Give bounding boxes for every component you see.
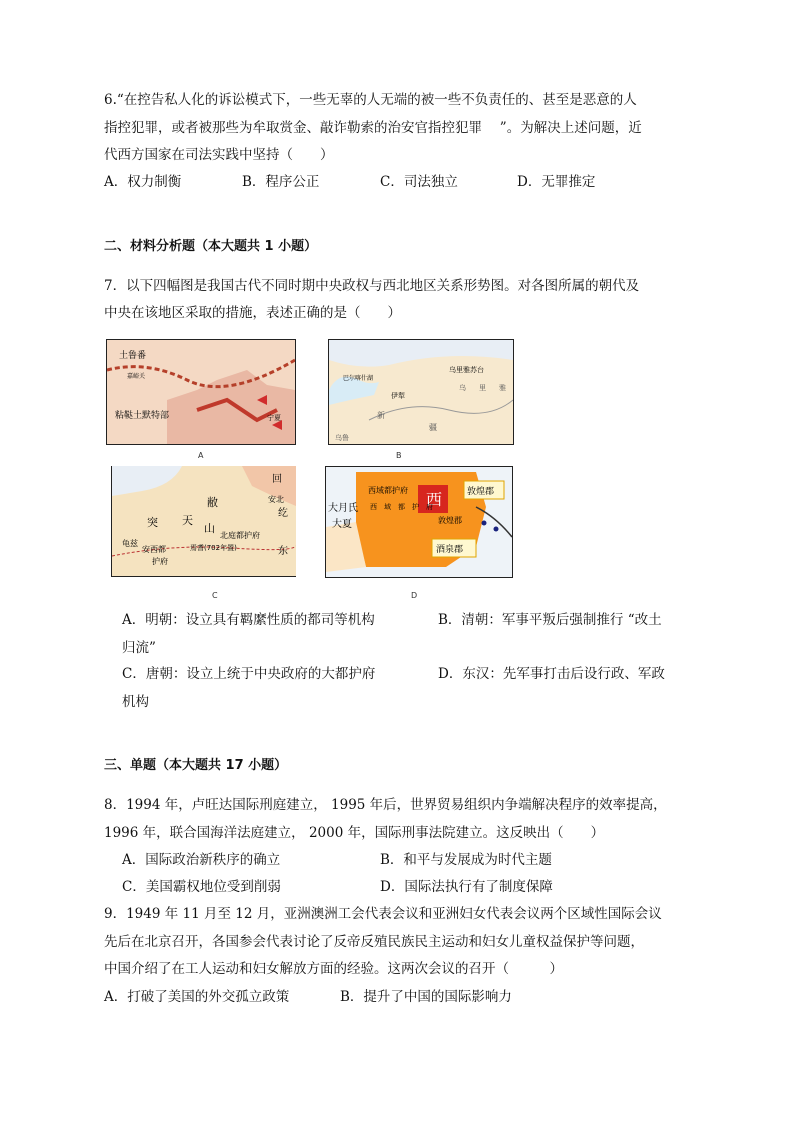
map-a-label-tulufan: 土鲁番 [119, 351, 147, 361]
q6-stem-line-3: 代西方国家在司法实践中坚持（ ） [104, 147, 334, 163]
q6-option-b[interactable]: B．程序公正 [242, 174, 320, 190]
map-b-label-lake: 巴尔喀什湖 [343, 375, 374, 382]
q6-option-d[interactable]: D．无罪推定 [517, 174, 596, 190]
map-c-label-he: 纥 [278, 508, 288, 519]
map-d-marker-2 [494, 527, 499, 532]
map-c-label-shan: 山 [204, 522, 215, 535]
map-a-label-jiayuguan: 嘉峪关 [127, 373, 146, 380]
q9-option-a[interactable]: A．打破了美国的外交孤立政策 [104, 989, 290, 1005]
q9-stem-line-3: 中国介绍了在工人运动和妇女解放方面的经验。这两次会议的召开（ ） [104, 961, 563, 977]
map-c-label-anbei: 安北 [268, 495, 284, 504]
q6-option-c[interactable]: C．司法独立 [380, 174, 458, 190]
q6-option-a[interactable]: A．权力制衡 [104, 174, 182, 190]
map-b-label-ili: 伊犁 [391, 392, 405, 400]
map-d-label-daxia: 大夏 [332, 519, 352, 530]
map-c-label-anxi: 安西都 [142, 545, 166, 554]
q8-option-b[interactable]: B．和平与发展成为时代主题 [380, 852, 552, 868]
map-d-marker-1 [482, 521, 487, 526]
q7-option-b-continued: 归流” [122, 640, 156, 656]
map-c-label-dong: 东 [278, 546, 288, 557]
map-c-label-yanqi: 焉耆(702年置) [190, 544, 237, 552]
q7-stem-line-1: 7．以下四幅图是我国古代不同时期中央政权与西北地区关系形势图。对各图所属的朝代及 [104, 278, 640, 294]
q9-option-b[interactable]: B．提升了中国的国际影响力 [340, 989, 512, 1005]
map-c-label-hufu: 护府 [152, 557, 168, 566]
map-d-label-xiyu: 西域都护府 [368, 486, 408, 495]
q6-stem-line-2: 指控犯罪，或者被那些为牟取赏金、敲诈勒索的治安官指控犯罪 ”。为解决上述问题，近 [104, 120, 642, 136]
q7-stem-line-2: 中央在该地区采取的措施，表述正确的是（ ） [104, 305, 401, 321]
map-c-label-jue: 敝 [207, 496, 218, 509]
map-d-callout-jiuquan: 酒泉郡 [436, 545, 464, 555]
q7-option-c[interactable]: C．唐朝：设立上统于中央政府的大都护府 [122, 666, 376, 682]
map-d-label-xi: 西 [426, 490, 443, 509]
map-c-label-qiuci: 龟兹 [122, 539, 138, 548]
map-b-caption: B [396, 451, 402, 460]
map-d [325, 466, 513, 578]
q8-option-a[interactable]: A．国际政治新秩序的确立 [122, 852, 281, 868]
map-b-label-xin: 新 [377, 411, 385, 420]
map-b-label-uliastai: 乌里雅苏台 [449, 366, 484, 374]
map-d-label-dunhuang: 敦煌郡 [438, 516, 462, 525]
q7-option-a[interactable]: A．明朝：设立具有羁縻性质的都司等机构 [122, 612, 375, 628]
q9-stem-line-1: 9．1949 年 11 月至 12 月，亚洲澳洲工会代表会议和亚洲妇女代表会议两个区域性国际会议 [104, 906, 662, 922]
map-d-label-xiyu-region: 西 域 都 护 府 [370, 503, 433, 511]
map-b-label-wulu: 乌鲁 [335, 434, 349, 442]
map-d-label-dayuezhi: 大月氏 [328, 503, 358, 514]
map-d-caption: D [411, 591, 418, 600]
map-d-callout-dunhuang: 敦煌郡 [467, 487, 495, 497]
map-b [328, 339, 514, 445]
map-c-caption: C [212, 591, 218, 600]
map-c-label-tu: 突 [147, 516, 158, 529]
q7-option-c-continued: 机构 [122, 694, 149, 710]
map-c-label-beiting: 北庭都护府 [220, 531, 260, 540]
q7-option-b[interactable]: B．清朝：军事平叛后强制推行 “改土 [438, 612, 662, 628]
map-c-label-hui: 回 [272, 474, 282, 485]
section-2-heading: 二、材料分析题（本大题共 1 小题） [104, 239, 318, 254]
map-b-label-ya: 雅 [499, 384, 506, 392]
q7-option-d[interactable]: D．东汉：先军事打击后设行政、军政 [438, 666, 665, 682]
map-a-label-tumote: 粘鞑土默特部 [115, 411, 170, 421]
map-a [106, 339, 296, 445]
map-c [111, 466, 296, 577]
map-c-label-tian: 天 [182, 514, 193, 527]
q8-option-c[interactable]: C．美国霸权地位受到削弱 [122, 879, 281, 895]
map-b-label-wu: 乌 [459, 384, 466, 392]
section-3-heading: 三、单题（本大题共 17 小题） [104, 758, 288, 773]
q8-option-d[interactable]: D．国际法执行有了制度保障 [380, 879, 553, 895]
map-b-label-jiang: 疆 [429, 423, 437, 432]
map-a-caption: A [198, 451, 204, 460]
map-a-label-ningxia: 宁夏 [267, 414, 281, 422]
map-b-label-li: 里 [479, 384, 486, 392]
q6-stem-line-1: 6.“在控告私人化的诉讼模式下，一些无辜的人无端的被一些不负责任的、甚至是恶意的人 [104, 92, 637, 108]
q8-stem-line-1: 8．1994 年，卢旺达国际刑庭建立， 1995 年后，世界贸易组织内争端解决程序的效率提高， [104, 797, 667, 813]
q9-stem-line-2: 先后在北京召开，各国参会代表讨论了反帝反殖民族民主运动和妇女儿童权益保护等问题， [104, 934, 644, 950]
q8-stem-line-2: 1996 年，联合国海洋法庭建立， 2000 年，国际刑事法院建立。这反映出（ ） [104, 825, 605, 841]
